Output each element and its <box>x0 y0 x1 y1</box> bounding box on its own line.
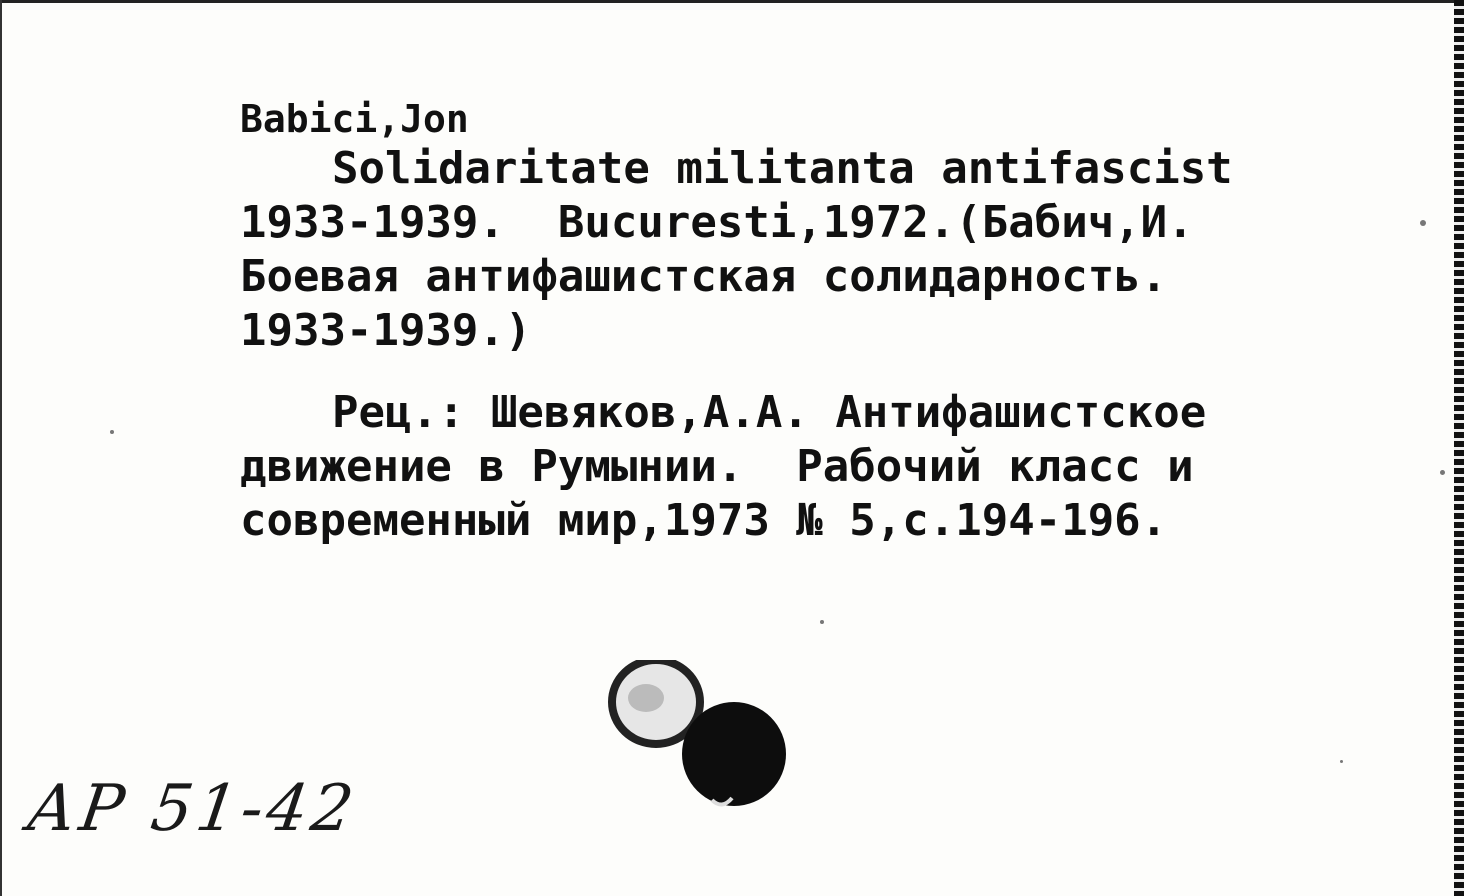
title-line-3: Боевая антифашистская солидарность. <box>240 251 1168 302</box>
review-line-3: современный мир,1973 № 5,с.194-196. <box>240 495 1168 546</box>
title-line-2: 1933-1939. Bucuresti,1972.(Бабич,И. <box>240 197 1194 248</box>
title-line-4: 1933-1939.) <box>240 305 532 356</box>
punch-hole-dark <box>682 702 786 806</box>
title-line-1: Solidaritate militanta antifascist <box>332 143 1233 194</box>
scan-speck <box>1340 760 1343 763</box>
scan-edge-top <box>0 0 1464 3</box>
scan-speck <box>110 430 114 434</box>
review-line-1: Рец.: Шевяков,А.А. Антифашистское <box>332 387 1207 438</box>
typed-text-block <box>240 96 1370 548</box>
scan-speck <box>1420 220 1426 226</box>
scan-speck <box>1440 470 1445 475</box>
punch-holes <box>604 660 804 820</box>
handwritten-call-number: АР 51-42 <box>22 772 362 846</box>
author-heading: Babici,Jon <box>240 97 469 141</box>
review-line-2: движение в Румынии. Рабочий класс и <box>240 441 1194 492</box>
scan-speck <box>820 620 824 624</box>
scan-edge-right <box>1454 0 1464 896</box>
scan-edge-left <box>0 0 2 896</box>
